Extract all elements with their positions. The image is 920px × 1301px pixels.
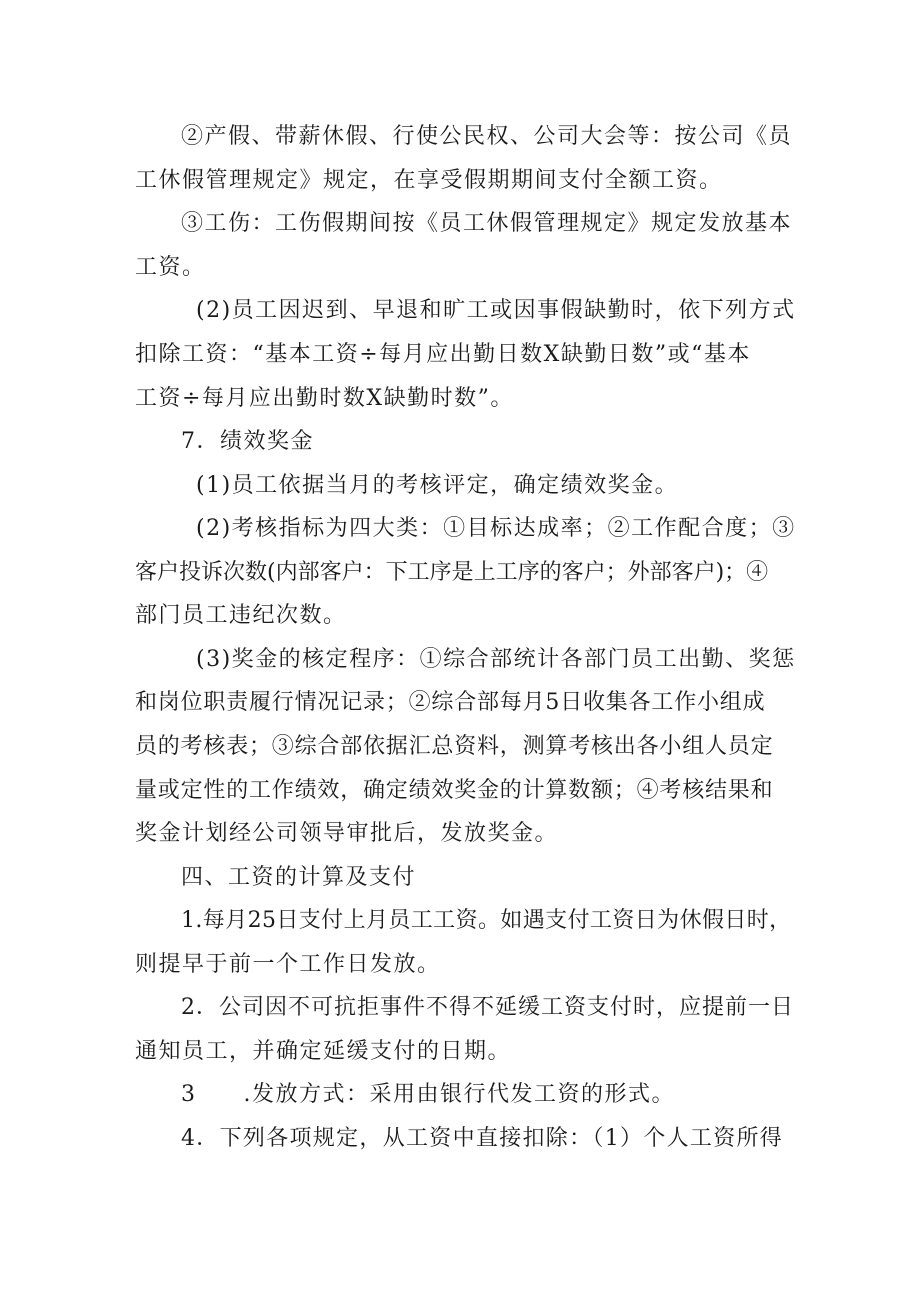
text-line: 和岗位职责履行情况记录；②综合部每月5日收集各工作小组成 [135,690,766,715]
text-line: 客户投诉次数(内部客户：下工序是上工序的客户；外部客户)；④ [135,560,769,585]
text-line: 部门员工违纪次数。 [135,603,347,628]
text-line: 1.每月25日支付上月员工工资。如遇支付工资日为休假日时， [181,908,792,933]
text-line: 4．下列各项规定，从工资中直接扣除：（1）个人工资所得 [181,1126,784,1151]
text-line: 量或定性的工作绩效，确定绩效奖金的计算数额；④考核结果和 [135,778,774,803]
text-line: 通知员工，并确定延缓支付的日期。 [135,1039,512,1064]
text-line: (3)奖金的核定程序：①综合部统计各部门员工出勤、奖惩 [196,647,796,672]
text-line: 3 .发放方式：采用由银行代发工资的形式。 [181,1082,675,1107]
text-line: 扣除工资：“基本工资÷每月应出勤日数X缺勤日数”或“基本 [135,342,751,367]
section-heading: 7．绩效奖金 [181,429,314,454]
text-line: ②产假、带薪休假、行使公民权、公司大会等：按公司《员 [181,124,793,149]
text-line: 工休假管理规定》规定，在享受假期期间支付全额工资。 [135,168,723,193]
text-line: 则提早于前一个工作日发放。 [135,952,441,977]
text-line: (1)员工依据当月的考核评定，确定绩效奖金。 [196,473,679,498]
text-line: ③工伤：工伤假期间按《员工休假管理规定》规定发放基本 [181,211,793,236]
section-heading: 四、工资的计算及支付 [181,865,417,890]
text-line: (2)考核指标为四大类：①目标达成率；②工作配合度；③ [196,516,796,541]
text-line: 工资。 [135,255,206,280]
text-line: 奖金计划经公司领导审批后，发放奖金。 [135,821,559,846]
text-line: 员的考核表；③综合部依据汇总资料，测算考核出各小组人员定 [135,734,774,759]
text-line: (2)员工因迟到、早退和旷工或因事假缺勤时，依下列方式 [196,298,796,323]
text-line: 工资÷每月应出勤时数X缺勤时数”。 [135,386,514,411]
text-line: 2．公司因不可抗拒事件不得不延缓工资支付时，应提前一日 [181,995,794,1020]
